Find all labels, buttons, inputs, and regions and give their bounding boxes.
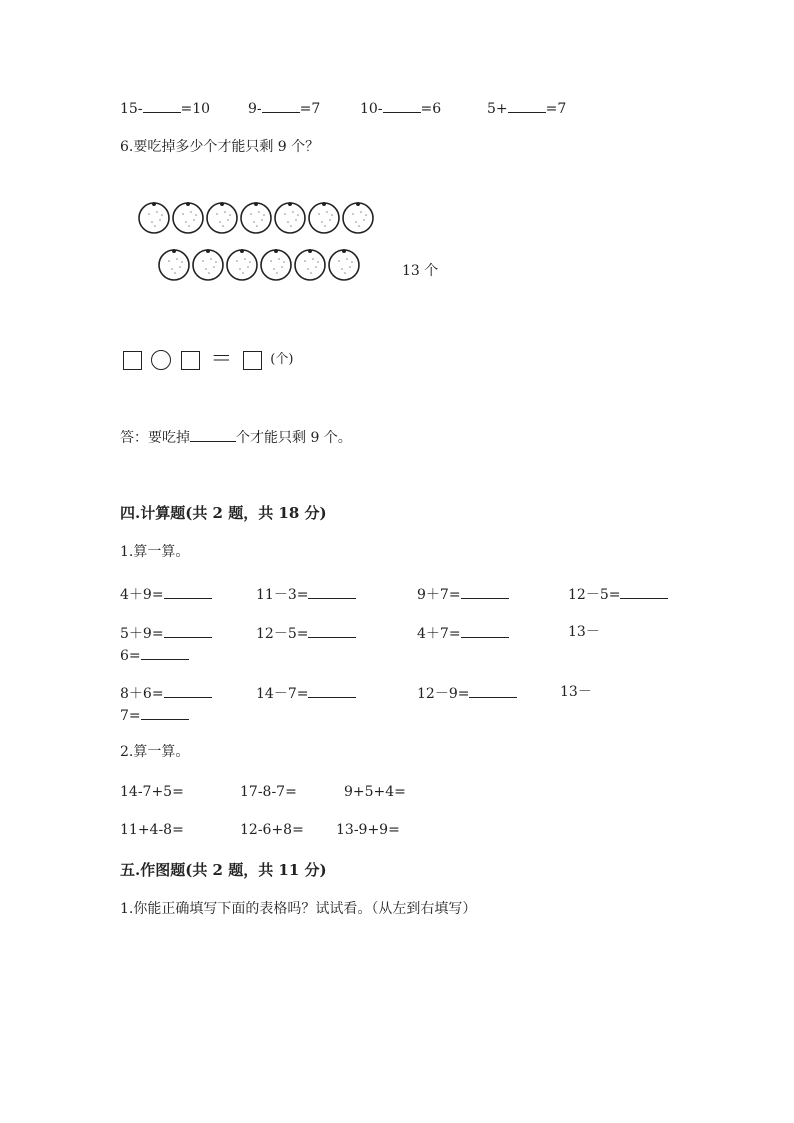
answer-blank[interactable] [141, 705, 189, 720]
answer-blank[interactable] [190, 427, 236, 442]
equation-left: 5+ [487, 101, 508, 117]
calc-item: 12－5= [568, 584, 668, 604]
calc-item-wrap: 7= [120, 705, 189, 725]
answer-blank[interactable] [164, 584, 212, 599]
square-box[interactable] [181, 351, 200, 370]
apple-icon [139, 202, 169, 233]
equation-right: =7 [299, 101, 321, 117]
apple-icon [343, 202, 373, 233]
calc-item: 11+4-8= [120, 822, 184, 838]
calc-item: 9＋7= [417, 584, 509, 604]
calc-item: 12-6+8= [240, 822, 304, 838]
calc-item: 9+5+4= [344, 784, 406, 800]
section-5-heading: 五.作图题(共 2 题，共 11 分) [120, 861, 327, 879]
equals-sign: ＝ [210, 347, 233, 372]
section-4-question-2: 2.算一算。 [120, 744, 190, 760]
fill-equation-4 [487, 98, 566, 118]
equation-right: =10 [180, 101, 211, 117]
calc-item: 14－7= [256, 683, 356, 703]
calc-item: 12－9= [417, 683, 517, 703]
operator-circle[interactable] [151, 350, 171, 370]
answer-blank[interactable] [308, 584, 356, 599]
apple-count-label: 13 个 [402, 263, 439, 279]
equation-left: 9- [248, 101, 262, 117]
question-6-answer: 答：要吃掉 个才能只剩 9 个。 [120, 427, 352, 447]
calc-item: 8＋6= [120, 683, 212, 703]
equation-right: =6 [420, 101, 442, 117]
square-box[interactable] [243, 351, 262, 370]
apple-icon [159, 249, 189, 280]
apple-icon [309, 202, 339, 233]
answer-blank[interactable] [164, 683, 212, 698]
square-box[interactable] [123, 351, 142, 370]
apple-icon [329, 249, 359, 280]
answer-blank[interactable] [461, 623, 509, 638]
answer-blank[interactable] [461, 584, 509, 599]
answer-blank[interactable] [469, 683, 517, 698]
apple-icon [173, 202, 203, 233]
apple-icon [275, 202, 305, 233]
fill-equation-3 [360, 98, 441, 118]
fill-equation-2 [248, 98, 320, 118]
equation-left: 10- [360, 101, 383, 117]
answer-blank[interactable] [620, 584, 668, 599]
calc-item: 5＋9= [120, 623, 212, 643]
calc-item: 14-7+5= [120, 784, 184, 800]
box-equation [123, 349, 293, 371]
answer-blank[interactable] [508, 98, 546, 113]
answer-blank[interactable] [383, 98, 421, 113]
answer-blank[interactable] [308, 683, 356, 698]
apple-icon [241, 202, 271, 233]
answer-blank[interactable] [262, 98, 300, 113]
section-5-question-1: 1.你能正确填写下面的表格吗？试试看。（从左到右填写） [120, 901, 477, 917]
section-4-question-1: 1.算一算。 [120, 544, 190, 560]
calc-item-wrap: 6= [120, 645, 189, 665]
apple-icon [193, 249, 223, 280]
calc-item: 13－ [560, 684, 592, 700]
apple-icon [295, 249, 325, 280]
apple-icon [227, 249, 257, 280]
section-4-heading: 四.计算题(共 2 题，共 18 分) [120, 504, 327, 522]
calc-item: 4＋7= [417, 623, 509, 643]
calc-item: 12－5= [256, 623, 356, 643]
answer-blank[interactable] [164, 623, 212, 638]
equation-right: =7 [545, 101, 567, 117]
apple-icon [261, 249, 291, 280]
answer-blank[interactable] [308, 623, 356, 638]
calc-item: 17-8-7= [240, 784, 297, 800]
fill-equation-1 [120, 98, 210, 118]
calc-item: 13-9+9= [336, 822, 400, 838]
apple-icon [207, 202, 237, 233]
calc-item: 4＋9= [120, 584, 212, 604]
unit-label: (个) [270, 352, 294, 367]
answer-blank[interactable] [143, 98, 181, 113]
question-6-title: 6.要吃掉多少个才能只剩 9 个？ [120, 139, 320, 155]
calc-item: 13－ [568, 624, 600, 640]
answer-blank[interactable] [141, 645, 189, 660]
apples-illustration [130, 195, 400, 290]
equation-left: 15- [120, 101, 143, 117]
calc-item: 11－3= [256, 584, 356, 604]
